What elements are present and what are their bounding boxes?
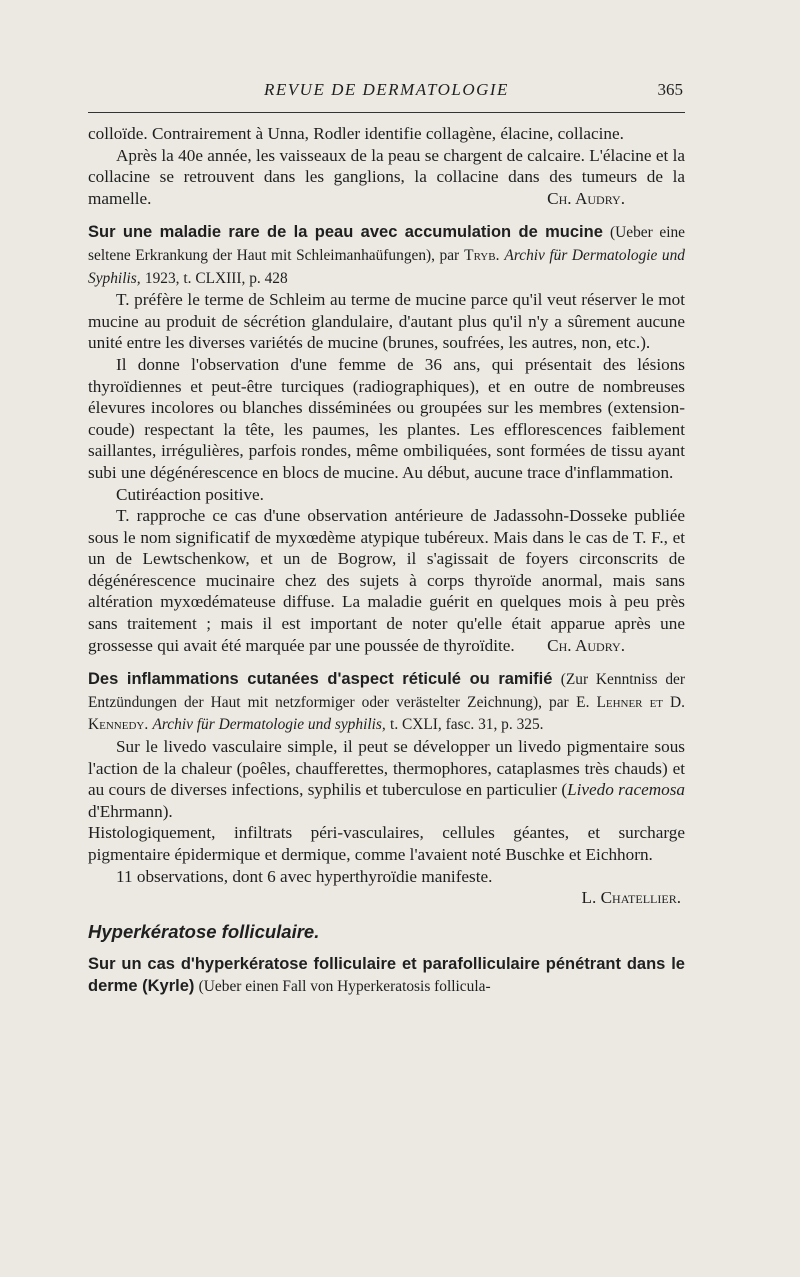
intro-paragraph-2: [88, 145, 685, 210]
document-page: [88, 78, 685, 998]
article-mucine-paragraph-4-text: T. rapproche ce cas d'une observation antérieure de Jadassohn-Dosseke publiée sous le nom significatif de myxœdème atypique tubéreux. Mais dans le cas de T. F., et un de Lewtschenkow, et un de Bogrow, il s'agissait de foyers circonscrits de dégénérescence mucinaire chez des sujets à corps thyroïde anormal, mais sans altération myxœdémateuse diffuse. La maladie guérit en quelques mois à peu près sans traitement ; mais il est important de noter qu'elle était apparue après une grossesse qui avait été marquée par une poussée de thyroïdite.: [88, 506, 685, 655]
article-mucine-paragraph-2: Il donne l'observation d'une femme de 36 ans, qui présentait des lésions thyroïdiennes et peut-être turciques (radiographiques), et en outre de nombreuses élevures incolores ou blanches disséminées ou groupées sur les membres (extension-coude) respectant la tête, les paumes, les plantes. Les efflorescences faiblement saillantes, irrégulières, parfois rondes, même ombiliquées, sont formées de tissu ayant subi une dégénérescence en blocs de mucine. Au début, aucune trace d'inflammation.: [88, 354, 685, 482]
article-livedo-title: Des inflammations cutanées d'aspect réticulé ou ramifié: [88, 670, 553, 689]
article-mucine-heading: [88, 221, 685, 289]
article-mucine-paragraph-3: Cutiréaction positive.: [116, 484, 264, 504]
article-mucine-author: Tryb.: [464, 246, 500, 264]
article-livedo-paragraph-1: [88, 736, 685, 822]
section-heading: Hyperkératose folliculaire.: [88, 920, 320, 942]
article-mucine-paragraph-1: T. préfère le terme de Schleim au terme de mucine parce qu'il veut réserver le mot mucine au produit de sécrétion glandulaire, d'autant plus qu'il n'y a sûrement aucune unité entre les diverses variétés de mucine (brunes, soufrées, les autres, non, etc.).: [88, 290, 685, 353]
running-head: [88, 78, 685, 104]
article-kyrle-heading: [88, 953, 685, 998]
article-livedo-paragraph-2: Histologiquement, infiltrats péri-vasculaires, cellules géantes, et surcharge pigmentaire épidermique et dermique, comme l'avaient noté Buschke et Eichhorn.: [88, 823, 685, 864]
journal-title: REVUE DE DERMATOLOGIE: [264, 80, 509, 99]
article-mucine-journal: Archiv für Dermatologie und Syphilis,: [88, 246, 685, 287]
article-livedo-heading: [88, 668, 685, 736]
article-mucine: [88, 221, 685, 656]
intro-paragraph-2-text: Après la 40e année, les vaisseaux de la peau se chargent de calcaire. L'élacine et la collacine se retrouvent dans les ganglions, la collacine dans des tumeurs de la mamelle.: [88, 145, 685, 208]
header-rule: [88, 112, 685, 113]
article-livedo-journal: Archiv für Dermatologie und syphilis,: [152, 716, 386, 734]
article-kyrle: [88, 953, 685, 998]
article-mucine-title: Sur une maladie rare de la peau avec accumulation de mucine: [88, 223, 603, 242]
article-livedo-authors: E. Lehner et D. Kennedy.: [88, 693, 686, 734]
article-livedo-p1-end: d'Ehrmann).: [88, 801, 173, 821]
intro-paragraph-1: colloïde. Contrairement à Unna, Rodler identifie collagène, élacine, collacine.: [88, 124, 624, 143]
signature-chatellier: L. Chatellier.: [581, 888, 681, 908]
article-kyrle-ref: (Ueber einen Fall von Hyperkeratosis follicula-: [198, 978, 491, 996]
article-livedo-p1-italic: Livedo racemosa: [567, 780, 686, 800]
article-livedo-ref: (Zur Kenntniss der Entzündungen der Haut mit netzformiger oder verästelter Zeichnung), par: [88, 671, 685, 711]
signature-audry-2: Ch. Audry.: [547, 635, 625, 655]
signature-audry-1: Ch. Audry.: [547, 188, 625, 208]
article-mucine-ref-tail: 1923, t. CLXIII, p. 428: [144, 269, 288, 287]
article-mucine-ref: (Ueber eine seltene Erkrankung der Haut mit Schleimanhaüfungen), par: [88, 224, 685, 264]
article-livedo: [88, 668, 685, 909]
article-livedo-ref-tail: t. CXLI, fasc. 31, p. 325.: [390, 716, 544, 734]
article-mucine-paragraph-4: [88, 505, 685, 656]
article-livedo-p1-start: Sur le livedo vasculaire simple, il peut se développer un livedo pigmentaire sous l'action de la chaleur (poêles, chaufferettes, thermophores, cataplasmes très chauds) et au cours de diverses infections, syphilis et tuberculose en particulier (: [88, 737, 685, 800]
page-number: 365: [657, 80, 683, 99]
article-kyrle-title: Sur un cas d'hyperkératose folliculaire et parafolliculaire pénétrant dans le derme (Kyrle): [88, 954, 685, 996]
article-livedo-paragraph-3: 11 observations, dont 6 avec hyperthyroïdie manifeste.: [116, 866, 493, 886]
